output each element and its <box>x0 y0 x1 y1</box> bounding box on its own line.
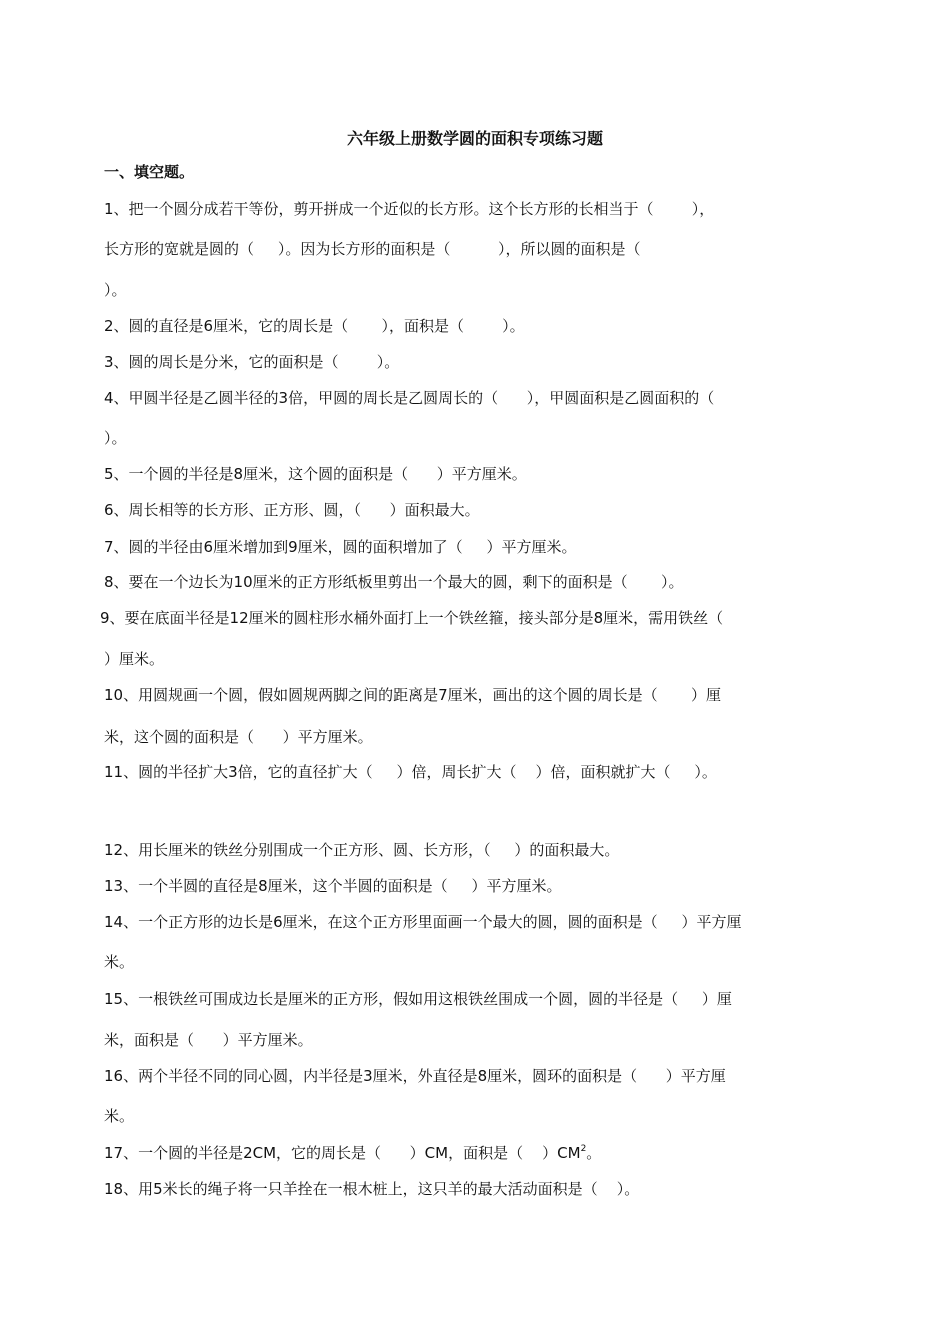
question-8: 8、要在一个边长为10厘米的正方形纸板里剪出一个最大的圆，剩下的面积是（ ）。 <box>104 573 684 591</box>
question-14-line-1: 14、一个正方形的边长是6厘米，在这个正方形里面画一个最大的圆，圆的面积是（ ）平方厘 <box>104 913 742 931</box>
section-heading: 一、填空题。 <box>104 163 195 181</box>
question-1-line-1: 1、把一个圆分成若干等份，剪开拼成一个近似的长方形。这个长方形的长相当于（ ）， <box>104 200 715 218</box>
question-17-text: 17、一个圆的半径是2CM，它的周长是（ ）CM，面积是（ ）CM <box>104 1144 581 1162</box>
page-title: 六年级上册数学圆的面积专项练习题 <box>346 129 603 148</box>
question-17 <box>104 1143 601 1163</box>
question-15-line-2: 米，面积是（ ）平方厘米。 <box>104 1031 313 1049</box>
question-11: 11、圆的半径扩大3倍，它的直径扩大（ ）倍，周长扩大（ ）倍，面积就扩大（ ）。 <box>104 763 717 781</box>
question-16-line-1: 16、两个半径不同的同心圆，内半径是3厘米，外直径是8厘米，圆环的面积是（ ）平方厘 <box>104 1067 726 1085</box>
question-7: 7、圆的半径由6厘米增加到9厘米，圆的面积增加了（ ）平方厘米。 <box>104 538 577 556</box>
question-5: 5、一个圆的半径是8厘米，这个圆的面积是（ ）平方厘米。 <box>104 465 527 483</box>
question-3: 3、圆的周长是分米，它的面积是（ ）。 <box>104 353 400 371</box>
question-12: 12、用长厘米的铁丝分别围成一个正方形、圆、长方形，（ ）的面积最大。 <box>104 841 620 859</box>
question-9-line-2: ）厘米。 <box>104 650 165 668</box>
question-14-line-2: 米。 <box>104 953 135 971</box>
question-10-line-2: 米，这个圆的面积是（ ）平方厘米。 <box>104 728 373 746</box>
question-16-line-2: 米。 <box>104 1107 135 1125</box>
question-4-line-2: ）。 <box>104 429 127 447</box>
question-4-line-1: 4、甲圆半径是乙圆半径的3倍，甲圆的周长是乙圆周长的（ ），甲圆面积是乙圆面积的（ <box>104 389 715 407</box>
question-6: 6、周长相等的长方形、正方形、圆，（ ）面积最大。 <box>104 501 480 519</box>
question-13: 13、一个半圆的直径是8厘米，这个半圆的面积是（ ）平方厘米。 <box>104 877 562 895</box>
question-10-line-1: 10、用圆规画一个圆，假如圆规两脚之间的距离是7厘米，画出的这个圆的周长是（ ）厘 <box>104 686 722 704</box>
question-9-line-1: 9、要在底面半径是12厘米的圆柱形水桶外面打上一个铁丝箍，接头部分是8厘米，需用铁丝（ <box>100 609 724 627</box>
question-1-line-3: ）。 <box>104 281 127 299</box>
question-2: 2、圆的直径是6厘米，它的周长是（ ），面积是（ ）。 <box>104 317 525 335</box>
question-15-line-1: 15、一根铁丝可围成边长是厘米的正方形，假如用这根铁丝围成一个圆，圆的半径是（ ）厘 <box>104 990 732 1008</box>
superscript-2: 2 <box>580 1144 587 1154</box>
question-1-line-2: 长方形的宽就是圆的（ ）。因为长方形的面积是（ ），所以圆的面积是（ <box>104 240 641 258</box>
question-18: 18、用5米长的绳子将一只羊拴在一根木桩上，这只羊的最大活动面积是（ ）。 <box>104 1180 640 1198</box>
question-17-suffix: 。 <box>586 1144 602 1162</box>
